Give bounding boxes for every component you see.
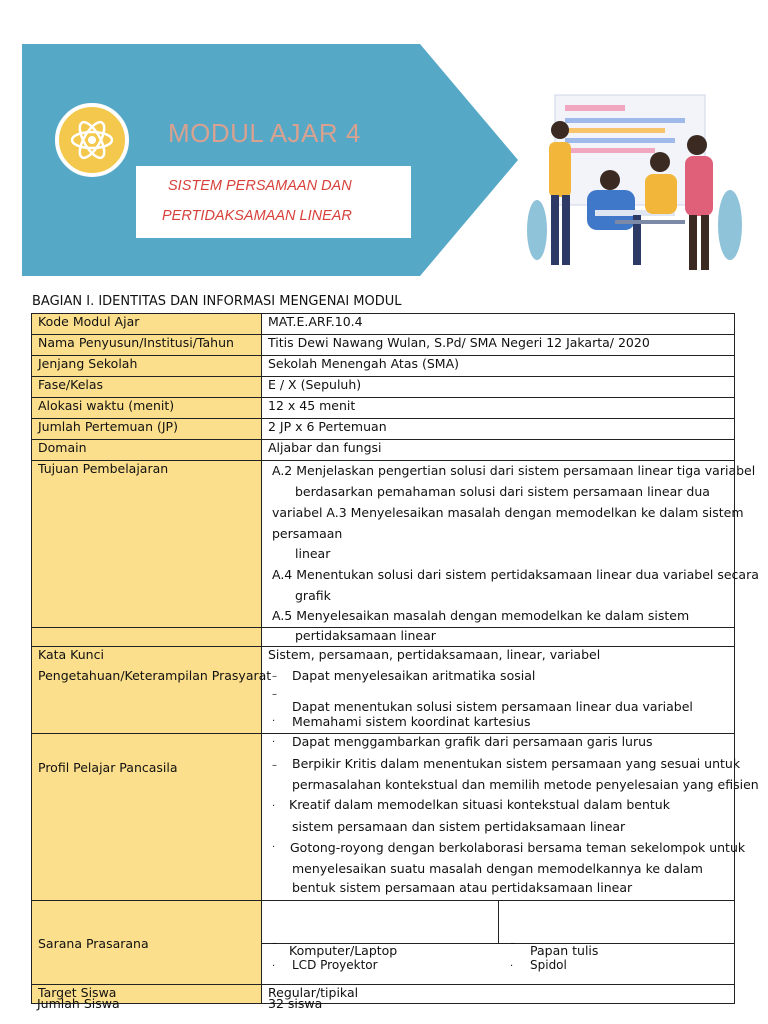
prerequisite-item: Dapat menentukan solusi sistem persamaan linear dua variabel: [292, 699, 693, 714]
row-label: Alokasi waktu (menit): [32, 398, 262, 419]
objective-line: A.4 Menentukan solusi dari sistem pertidaksamaan linear dua variabel secara: [272, 567, 759, 582]
objective-line: persamaan: [272, 526, 343, 541]
row-label: Jumlah Pertemuan (JP): [32, 419, 262, 440]
prerequisite-item: Dapat menggambarkan grafik dari persamaan garis lurus: [292, 734, 653, 749]
table-row: [32, 734, 735, 901]
bullet-dot: .: [510, 958, 514, 969]
table-row: [32, 377, 735, 398]
profile-label: Profil Pelajar Pancasila: [38, 760, 178, 775]
table-row: [32, 628, 735, 647]
module-subtitle-box: [136, 166, 411, 238]
bullet-dot: .: [272, 839, 276, 850]
profile-line: Berpikir Kritis dalam menentukan sistem persamaan yang sesuai untuk: [292, 756, 741, 771]
facilities-label: Sarana Prasarana: [38, 936, 149, 951]
row-label: Tujuan Pembelajaran: [32, 461, 262, 628]
row-value: Sekolah Menengah Atas (SMA): [262, 356, 735, 377]
row-value: Titis Dewi Nawang Wulan, S.Pd/ SMA Negeri 12 Jakarta/ 2020: [262, 335, 735, 356]
bullet-dot: .: [272, 958, 276, 969]
keywords-label: Kata Kunci: [38, 647, 104, 662]
section-title: BAGIAN I. IDENTITAS DAN INFORMASI MENGENAI MODUL: [32, 294, 402, 309]
objective-line: linear: [295, 546, 331, 561]
row-value: [262, 734, 759, 901]
row-label: Kode Modul Ajar: [32, 314, 262, 335]
row-value: [262, 647, 735, 734]
row-label: Domain: [32, 440, 262, 461]
facility-item: Komputer/Laptop: [289, 943, 398, 958]
row-label: [32, 734, 262, 901]
row-label: Jenjang Sekolah: [32, 356, 262, 377]
row-value: MAT.E.ARF.10.4: [262, 314, 735, 335]
table-row: [32, 440, 735, 461]
bullet-dash: –: [272, 689, 277, 700]
prerequisite-label: Pengetahuan/Keterampilan Prasyarat: [38, 668, 272, 683]
objective-line: variabel A.3 Menyelesaikan masalah dengan memodelkan ke dalam sistem: [272, 505, 744, 520]
row-label-empty: [32, 628, 262, 647]
module-title: MODUL AJAR 4: [168, 118, 361, 148]
row-value: 12 x 45 menit: [262, 398, 735, 419]
table-row: [32, 419, 735, 440]
objective-line: A.5 Menyelesaikan masalah dengan memodelkan ke dalam sistem: [272, 608, 690, 623]
module-info-table: [31, 313, 759, 1004]
row-value: 2 JP x 6 Pertemuan: [262, 419, 735, 440]
objective-line: A.2 Menjelaskan pengertian solusi dari sistem persamaan linear tiga variabel: [272, 463, 756, 478]
row-label: [32, 647, 272, 734]
row-label: Target Siswa: [32, 985, 262, 1004]
row-label: Nama Penyusun/Institusi/Tahun: [32, 335, 262, 356]
module-subtitle-line-1: SISTEM PERSAMAAN DAN: [168, 178, 352, 194]
bullet-dot: .: [272, 713, 276, 724]
bullet-dash: –: [272, 938, 277, 949]
atom-icon: [55, 103, 129, 177]
table-row: [32, 398, 735, 419]
objective-line: grafik: [295, 588, 331, 603]
prerequisite-item: Memahami sistem koordinat kartesius: [292, 714, 531, 729]
row-label: Fase/Kelas: [32, 377, 262, 398]
row-value: Regular/tipikal: [262, 985, 735, 1004]
row-value: Aljabar dan fungsi: [262, 440, 735, 461]
table-row: [32, 314, 735, 335]
row-value: E / X (Sepuluh): [262, 377, 735, 398]
table-row: [32, 985, 735, 1004]
table-row: [32, 647, 735, 734]
row-value: [262, 901, 735, 985]
team-meeting-illustration: [525, 90, 745, 275]
facility-item: Spidol: [530, 958, 567, 972]
table-row: [32, 901, 735, 985]
prerequisite-item: Dapat menyelesaikan aritmatika sosial: [292, 668, 536, 683]
bullet-dot: .: [272, 798, 276, 809]
table-row: [32, 356, 735, 377]
student-count-label: Jumlah Siswa: [37, 996, 120, 1011]
profile-line: Kreatif dalam memodelkan situasi kontekstual dalam bentuk: [289, 797, 670, 812]
facility-item: LCD Proyektor: [292, 958, 378, 972]
bullet-dot: .: [272, 734, 276, 745]
student-count-value: 32 siswa: [268, 996, 323, 1011]
bullet-dash: –: [272, 760, 277, 771]
profile-line: sistem persamaan dan sistem pertidaksamaan linear: [292, 819, 626, 834]
keywords-value: Sistem, persamaan, pertidaksamaan, linear, variabel: [268, 647, 601, 662]
column-divider: [498, 901, 499, 943]
facility-item: Papan tulis: [530, 943, 599, 958]
profile-line: Gotong-royong dengan berkolaborasi bersama teman sekelompok untuk: [290, 840, 746, 855]
table-row: [32, 335, 735, 356]
bullet-dash: –: [272, 671, 277, 682]
bullet-dash: –: [510, 938, 515, 949]
profile-line: bentuk sistem persamaan atau pertidaksamaan linear: [292, 880, 633, 895]
objective-line: berdasarkan pemahaman solusi dari sistem persamaan linear dua: [295, 484, 710, 499]
table-row: [32, 461, 735, 628]
row-value: [262, 461, 759, 628]
profile-line: permasalahan kontekstual dan memilih metode penyelesaian yang efisien: [292, 777, 759, 792]
objective-line: pertidaksamaan linear: [262, 628, 735, 647]
module-subtitle-line-2: PERTIDAKSAMAAN LINEAR: [162, 208, 352, 224]
row-label: [32, 901, 262, 985]
profile-line: menyelesaikan suatu masalah dengan memodelkannya ke dalam: [292, 861, 703, 876]
